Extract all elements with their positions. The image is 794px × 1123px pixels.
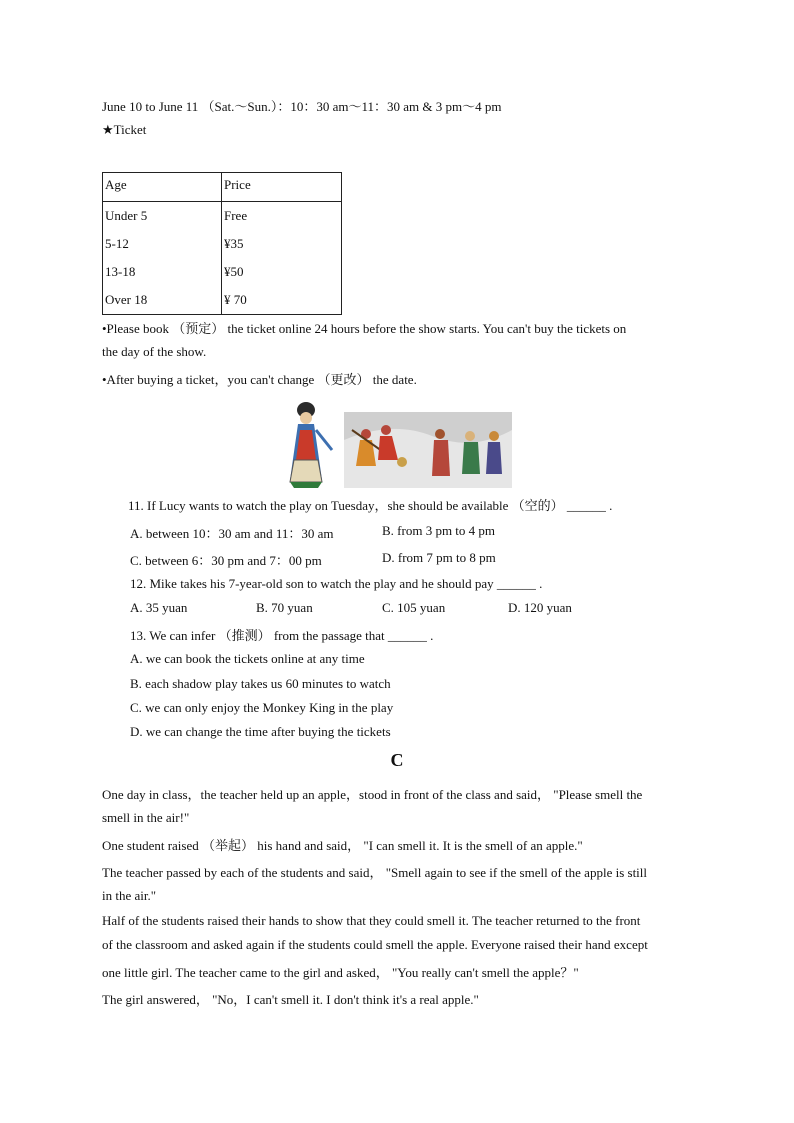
price-cell: ¥ 70 (224, 292, 247, 307)
passage-line: smell in the air!" (102, 810, 190, 825)
ticket-price-table (102, 172, 342, 315)
passage-line: One student raised （举起） his hand and said， "I can smell it. It is the smell of an apple." (102, 838, 583, 853)
note-booking-cont: the day of the show. (102, 344, 207, 359)
age-column (103, 202, 222, 315)
shadow-puppet-illustration (282, 400, 514, 490)
age-cell: Over 18 (105, 292, 148, 307)
question-11-option-b[interactable]: B. from 3 pm to 4 pm (382, 523, 496, 538)
price-column (222, 202, 342, 315)
table-header-age: Age (103, 173, 222, 202)
age-cell: 5-12 (105, 236, 129, 251)
question-12-option-c[interactable]: C. 105 yuan (382, 600, 446, 615)
passage-line: in the air." (102, 888, 157, 903)
price-cell: Free (224, 208, 248, 223)
question-13-option-a[interactable]: A. we can book the tickets online at any time (130, 651, 365, 666)
passage-line: of the classroom and asked again if the students could smell the apple. Everyone raised their hand except (102, 937, 648, 952)
question-11-option-c[interactable]: C. between 6：30 pm and 7：00 pm (130, 553, 322, 568)
schedule-text: June 10 to June 11 （Sat.～Sun.）：10：30 am～11：30 am & 3 pm～4 pm (102, 99, 502, 114)
question-12-stem: 12. Mike takes his 7-year-old son to watch the play and he should pay ______ . (130, 576, 543, 591)
question-13-option-b[interactable]: B. each shadow play takes us 60 minutes to watch (130, 676, 391, 691)
passage-line: Half of the students raised their hands to show that they could smell it. The teacher returned to the front (102, 913, 641, 928)
section-c-title: C (390, 750, 404, 770)
question-12-option-a[interactable]: A. 35 yuan (130, 600, 188, 615)
price-cell: ¥35 (224, 236, 244, 251)
question-13-option-d[interactable]: D. we can change the time after buying the tickets (130, 724, 391, 739)
question-13-option-c[interactable]: C. we can only enjoy the Monkey King in the play (130, 700, 394, 715)
passage-line: The girl answered， "No，I can't smell it. I don't think it's a real apple." (102, 992, 479, 1007)
question-11-option-d[interactable]: D. from 7 pm to 8 pm (382, 550, 496, 565)
question-12-option-d[interactable]: D. 120 yuan (508, 600, 572, 615)
question-11-stem: 11. If Lucy wants to watch the play on Tuesday，she should be available （空的） ______ . (128, 498, 613, 513)
passage-line: The teacher passed by each of the students and said， "Smell again to see if the smell of the apple is still (102, 865, 648, 880)
question-13-stem: 13. We can infer （推测） from the passage that ______ . (130, 628, 434, 643)
passage-line: one little girl. The teacher came to the girl and asked， "You really can't smell the apple？" (102, 965, 579, 980)
table-header-price: Price (222, 173, 342, 202)
puppet-lady-icon (290, 402, 332, 488)
passage-line: One day in class，the teacher held up an apple，stood in front of the class and said， "Please smell the (102, 787, 643, 802)
note-change-date: •After buying a ticket，you can't change （更改） the date. (102, 372, 417, 387)
ticket-heading: ★Ticket (102, 122, 147, 137)
note-booking: •Please book （预定） the ticket online 24 hours before the show starts. You can't buy the tickets on (102, 321, 627, 336)
question-12-option-b[interactable]: B. 70 yuan (256, 600, 313, 615)
age-cell: 13-18 (105, 264, 136, 279)
price-cell: ¥50 (224, 264, 244, 279)
age-cell: Under 5 (105, 208, 148, 223)
question-11-option-a[interactable]: A. between 10：30 am and 11：30 am (130, 526, 334, 541)
